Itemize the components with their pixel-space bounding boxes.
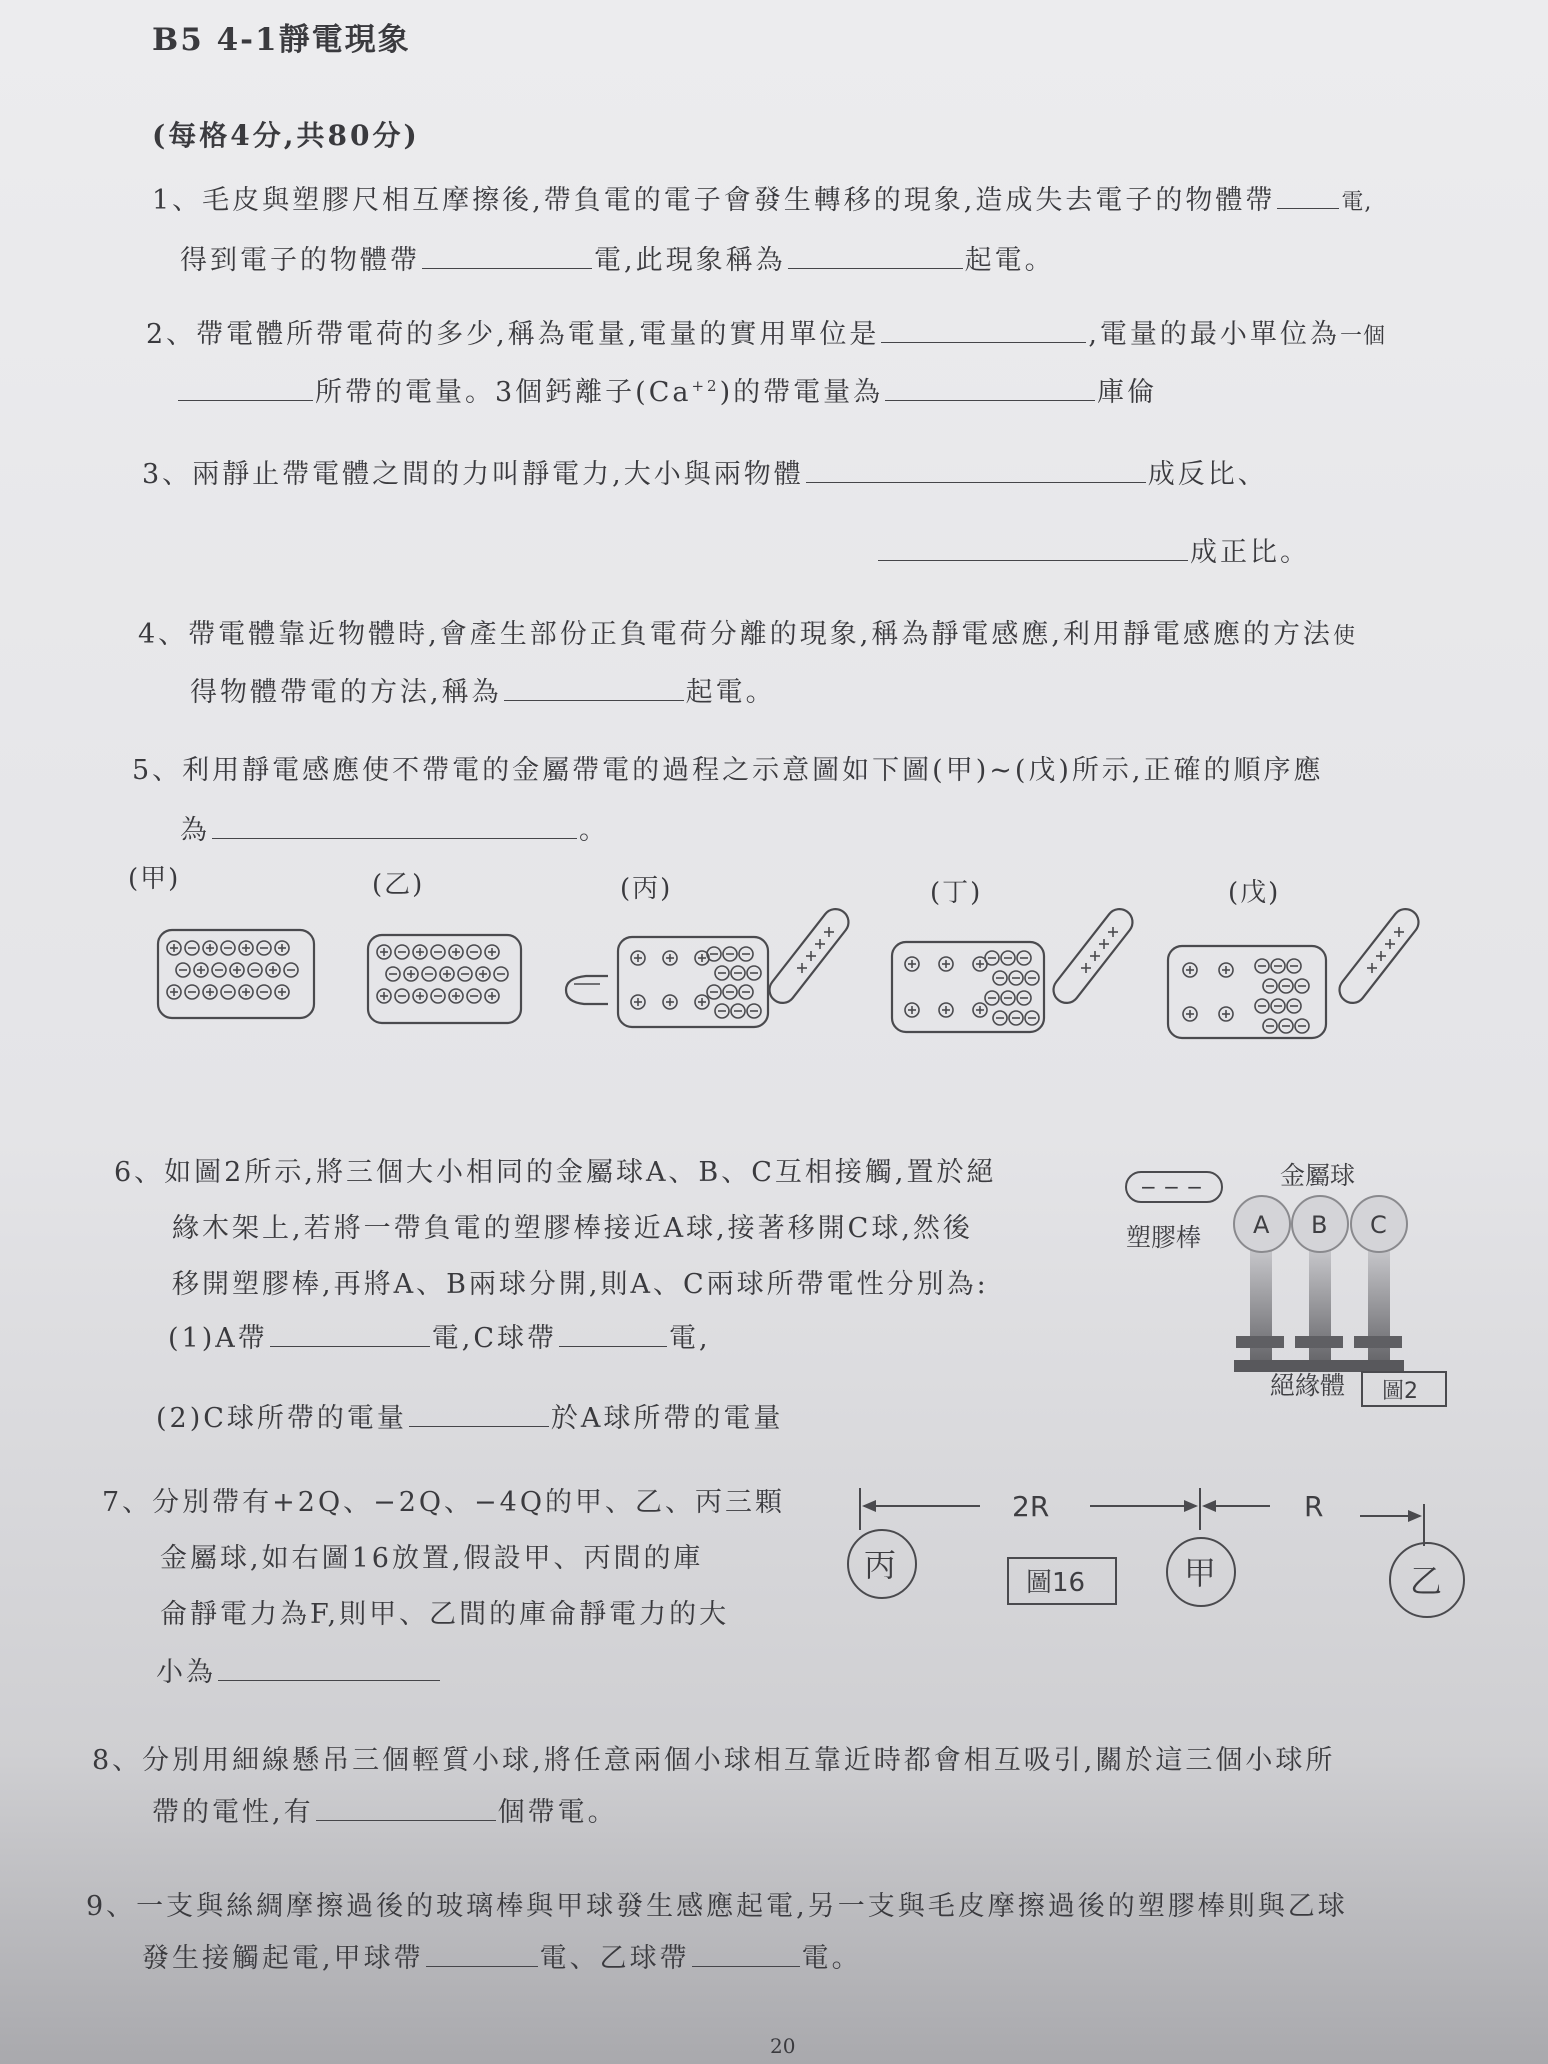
q5-label-yi: (乙): [372, 870, 425, 900]
plastic-rod-charge: − − −: [1140, 1175, 1203, 1199]
finger-ground-icon: [566, 976, 608, 1004]
q9-blank-2[interactable]: [692, 1944, 800, 1967]
q7-line3: 侖靜電力為F,則甲、乙間的庫侖靜電力的大: [160, 1599, 730, 1630]
q6-line1: 6、如圖2所示,將三個大小相同的金屬球A、B、C互相接觸,置於絕: [114, 1157, 997, 1188]
q4-line1: 4、帶電體靠近物體時,會產生部份正負電荷分離的現象,稱為靜電感應,利用靜電感應的方法使: [138, 619, 1356, 650]
q9-line2: 發生接觸起電,甲球帶 電、乙球帶 電。: [142, 1943, 862, 1974]
metal-ball-label: 金屬球: [1280, 1161, 1356, 1190]
score-note: (每格4分,共80分): [152, 119, 420, 152]
q6-line2: 緣木架上,若將一帶負電的塑膠棒接近A球,接著移開C球,然後: [172, 1213, 973, 1244]
q2-line1: 2、帶電體所帶電荷的多少,稱為電量,電量的實用單位是 ,電量的最小單位為一個: [146, 319, 1386, 350]
q3-line2: 成正比。: [876, 530, 1310, 569]
figure-2-label: 圖2: [1382, 1379, 1418, 1404]
q6-line5: (2)C球所帶的電量 於A球所帶的電量: [156, 1403, 784, 1434]
distance-2r: 2R: [1012, 1490, 1050, 1523]
q3-line1: 3、兩靜止帶電體之間的力叫靜電力,大小與兩物體 成反比、: [142, 459, 1268, 490]
svg-text:乙: 乙: [1410, 1562, 1443, 1600]
q5-line1: 5、利用靜電感應使不帶電的金屬帶電的過程之示意圖如下圖(甲)~(戊)所示,正確的順序應: [132, 755, 1324, 786]
q5-label-ding: (丁): [930, 878, 983, 908]
svg-text:甲: 甲: [1184, 1554, 1217, 1592]
q7-line1: 7、分別帶有+2Q、−2Q、−4Q的甲、乙、丙三顆: [102, 1487, 785, 1518]
q7-line2: 金屬球,如右圖16放置,假設甲、丙間的庫: [160, 1543, 704, 1574]
q2-line2: 所帶的電量。3個鈣離子$(Ca^{+2})$的帶電量為 庫倫: [176, 370, 1157, 409]
metal-block-jia: [158, 930, 314, 1018]
q7-arrowheads: [862, 1500, 1422, 1522]
figure-16-label: 圖16: [1026, 1568, 1086, 1598]
q6-blank-1[interactable]: [270, 1324, 430, 1347]
plastic-rod-label: 塑膠棒: [1126, 1223, 1202, 1252]
q7-line4: 小為: [156, 1650, 442, 1689]
q8-blank-1[interactable]: [316, 1798, 496, 1821]
q9-line1: 9、一支與絲綢摩擦過後的玻璃棒與甲球發生感應起電,另一支與毛皮摩擦過後的塑膠棒則與乙球: [86, 1891, 1348, 1922]
q5-label-wu: (戊): [1228, 878, 1281, 908]
svg-text:丙: 丙: [864, 1546, 897, 1584]
q6-line3: 移開塑膠棒,再將A、B兩球分開,則A、C兩球所帶電性分別為:: [172, 1269, 989, 1300]
q4-line2: 得物體帶電的方法,稱為 起電。: [190, 677, 776, 708]
insulator-label: 絕緣體: [1270, 1371, 1346, 1400]
svg-text:A: A: [1253, 1211, 1270, 1239]
metal-block-wu: [1168, 946, 1326, 1038]
q6-blank-2[interactable]: [559, 1324, 667, 1347]
page-title: B5 4-1靜電現象: [152, 22, 411, 58]
svg-text:B: B: [1311, 1211, 1328, 1239]
distance-r: R: [1304, 1490, 1324, 1523]
page-number: 20: [770, 2034, 796, 2058]
q8-line1: 8、分別用細線懸吊三個輕質小球,將任意兩個小球相互靠近時都會相互吸引,關於這三個小球所: [92, 1745, 1336, 1776]
q6-figure-2: [1100, 1150, 1480, 1420]
q7-blank-1[interactable]: [218, 1658, 440, 1681]
q5-line2: 為 。: [180, 815, 609, 846]
q9-blank-1[interactable]: [426, 1944, 538, 1967]
q6-blank-3[interactable]: [409, 1404, 549, 1427]
svg-text:C: C: [1370, 1211, 1387, 1239]
q8-line2: 帶的電性,有 個帶電。: [152, 1797, 618, 1828]
q1-line2: 得到電子的物體帶 電,此現象稱為 起電。: [180, 245, 1055, 276]
q7-figure-16: [820, 1480, 1480, 1630]
metal-block-bing: [618, 937, 768, 1027]
metal-block-ding: [892, 942, 1044, 1032]
q5-label-bing: (丙): [620, 874, 673, 904]
q1-line1: 1、毛皮與塑膠尺相互摩擦後,帶負電的電子會發生轉移的現象,造成失去電子的物體帶 電,: [152, 185, 1373, 216]
q5-label-jia: (甲): [128, 864, 181, 894]
q6-line4: (1)A帶 電,C球帶 電,: [168, 1323, 711, 1354]
